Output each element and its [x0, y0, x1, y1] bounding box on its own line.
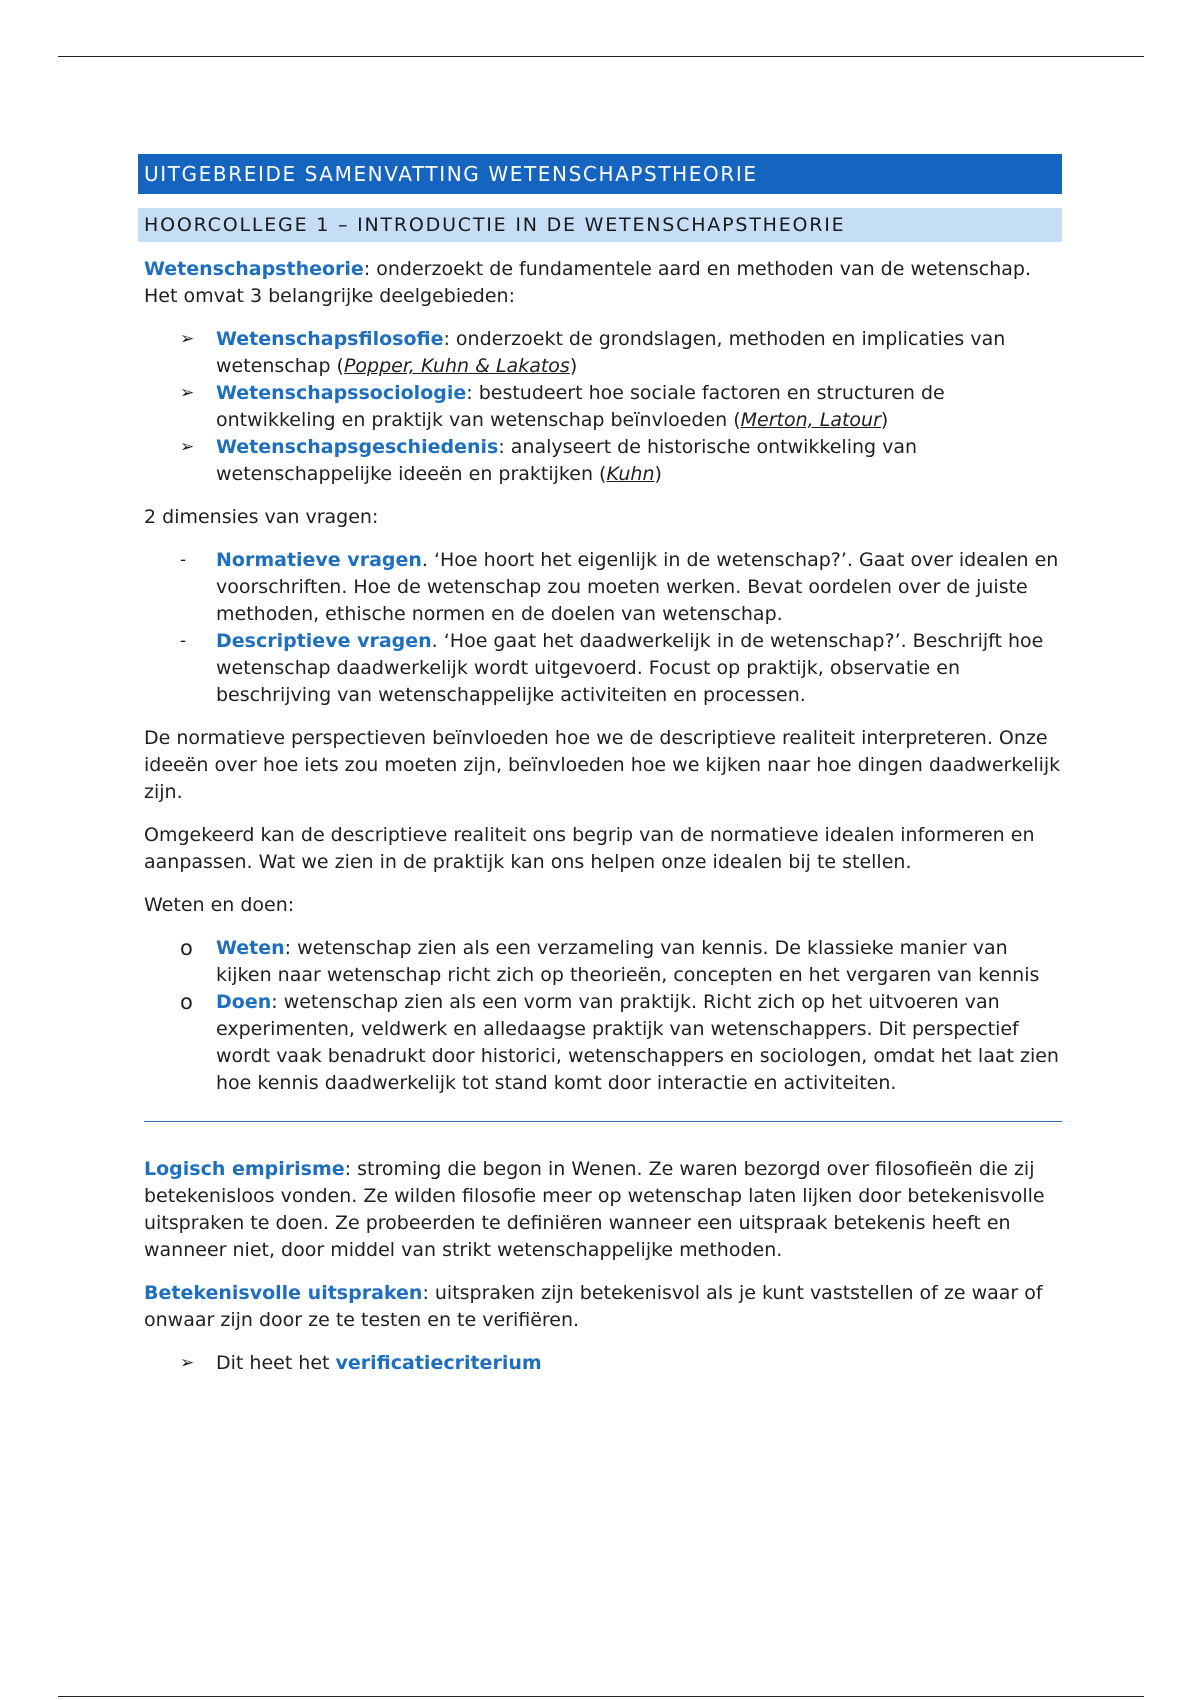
knowing-intro: Weten en doen: — [144, 894, 295, 916]
verification-text: Dit heet het — [216, 1352, 336, 1374]
subfield-text: : onderzoekt de grondslagen, methoden en implicaties van wetenschap ( — [216, 328, 1006, 377]
verification-list — [138, 1350, 1062, 1377]
dimensions-list — [138, 547, 1062, 709]
term-wetenschapsgeschiedenis: Wetenschapsgeschiedenis — [216, 436, 499, 458]
page-bottom-rule — [58, 1696, 1144, 1697]
term-verificatiecriterium: verificatiecriterium — [335, 1352, 542, 1374]
subfield-text: : bestudeert hoe sociale factoren en structuren de ontwikkeling en praktijk van wetenschap beïnvloeden ( — [216, 382, 945, 431]
subfield-end: ) — [880, 409, 889, 431]
intro-paragraph — [144, 256, 1062, 310]
subfields-list — [138, 326, 1062, 488]
dash-bullet-icon: - — [180, 631, 187, 651]
knowing-text: : wetenschap zien als een vorm van praktijk. Richt zich op het uitvoeren van experimenten, veldwerk en alledaagse praktijk van wetenschappers. Dit perspectief wordt vaak benadrukt door historici, wetenschappers en sociologen, omdat het laat zien hoe kennis daadwerkelijk tot stand komt door interactie en activiteiten. — [216, 991, 1059, 1094]
term-wetenschapstheorie: Wetenschapstheorie — [144, 258, 364, 280]
dimension-text: . ‘Hoe gaat het daadwerkelijk in de wetenschap?’. Beschrijft hoe wetenschap daadwerkelijk wordt uitgevoerd. Focust op praktijk, observatie en beschrijving van wetenschappelijke activiteiten en processen. — [216, 630, 1044, 706]
subfield-end: ) — [654, 463, 662, 485]
document-title: UITGEBREIDE SAMENVATTING WETENSCHAPSTHEORIE — [138, 154, 1062, 194]
lecture-heading: HOORCOLLEGE 1 – INTRODUCTIE IN DE WETENSCHAPSTHEORIE — [138, 208, 1062, 242]
meaningful-text: : uitspraken zijn betekenisvol als je kunt vaststellen of ze waar of onwaar zijn door ze te testen en te verifiëren. — [144, 1282, 1043, 1331]
empiricism-paragraph — [144, 1156, 1062, 1264]
document-page — [138, 154, 1062, 1393]
dimension-text: . ‘Hoe hoort het eigenlijk in de wetenschap?’. Gaat over idealen en voorschriften. Hoe de wetenschap zou moeten werken. Bevat oordelen over de juiste methoden, ethische normen en de doelen van wetenschap. — [216, 549, 1059, 625]
arrow-bullet-icon: ➢ — [180, 1353, 195, 1373]
list-item — [138, 380, 1062, 434]
term-weten: Weten — [216, 937, 285, 959]
subfield-text: : analyseert de historische ontwikkeling van wetenschappelijke ideeën en praktijken ( — [216, 436, 918, 485]
list-item — [138, 434, 1062, 488]
list-item — [138, 989, 1062, 1097]
term-logisch-empirisme: Logisch empirisme — [144, 1158, 345, 1180]
term-wetenschapsfilosofie: Wetenschapsfilosofie — [216, 328, 444, 350]
list-item — [138, 628, 1062, 709]
list-item — [138, 935, 1062, 989]
knowing-text: : wetenschap zien als een verzameling van kennis. De klassieke manier van kijken naar wetenschap richt zich op theorieën, concepten en het vergaren van kennis — [216, 937, 1040, 986]
term-wetenschapssociologie: Wetenschapssociologie — [216, 382, 467, 404]
arrow-bullet-icon: ➢ — [180, 329, 195, 349]
arrow-bullet-icon: ➢ — [180, 383, 195, 403]
normative-paragraph: De normatieve perspectieven beïnvloeden hoe we de descriptieve realiteit interpreteren. Onze ideeën over hoe iets zou moeten zijn, beïnvloeden hoe we kijken naar hoe dingen daadwerkelijk zijn. — [144, 727, 1061, 803]
empiricism-text: : stroming die begon in Wenen. Ze waren bezorgd over filosofieën die zij betekenisloos vonden. Ze wilden filosofie meer op wetenschap laten lijken door betekenisvolle uitspraken te doen. Ze probeerden te definiëren wanneer een uitspraak betekenis heeft en wanneer niet, door middel van strikt wetenschappelijke methoden. — [144, 1158, 1045, 1261]
term-doen: Doen — [216, 991, 272, 1013]
term-betekenisvolle-uitspraken: Betekenisvolle uitspraken — [144, 1282, 423, 1304]
reference: Merton, Latour — [740, 409, 881, 431]
circle-bullet-icon: o — [180, 936, 193, 960]
meaningful-paragraph — [144, 1280, 1062, 1334]
circle-bullet-icon: o — [180, 990, 193, 1014]
page-top-rule — [58, 56, 1144, 57]
term-normatieve-vragen: Normatieve vragen — [216, 549, 422, 571]
reverse-paragraph: Omgekeerd kan de descriptieve realiteit ons begrip van de normatieve idealen informeren en aanpassen. Wat we zien in de praktijk kan ons helpen onze idealen bij te stellen. — [144, 824, 1035, 873]
term-descriptieve-vragen: Descriptieve vragen — [216, 630, 432, 652]
section-divider — [144, 1121, 1062, 1122]
list-item — [138, 547, 1062, 628]
reference: Kuhn — [606, 463, 655, 485]
knowing-list — [138, 935, 1062, 1097]
reference: Popper, Kuhn & Lakatos — [343, 355, 570, 377]
intro-text: : onderzoekt de fundamentele aard en methoden van de wetenschap. Het omvat 3 belangrijke deelgebieden: — [144, 258, 1031, 307]
dash-bullet-icon: - — [180, 550, 187, 570]
arrow-bullet-icon: ➢ — [180, 437, 195, 457]
dimensions-intro: 2 dimensies van vragen: — [144, 506, 379, 528]
subfield-end: ) — [569, 355, 578, 377]
list-item — [138, 1350, 1062, 1377]
list-item — [138, 326, 1062, 380]
